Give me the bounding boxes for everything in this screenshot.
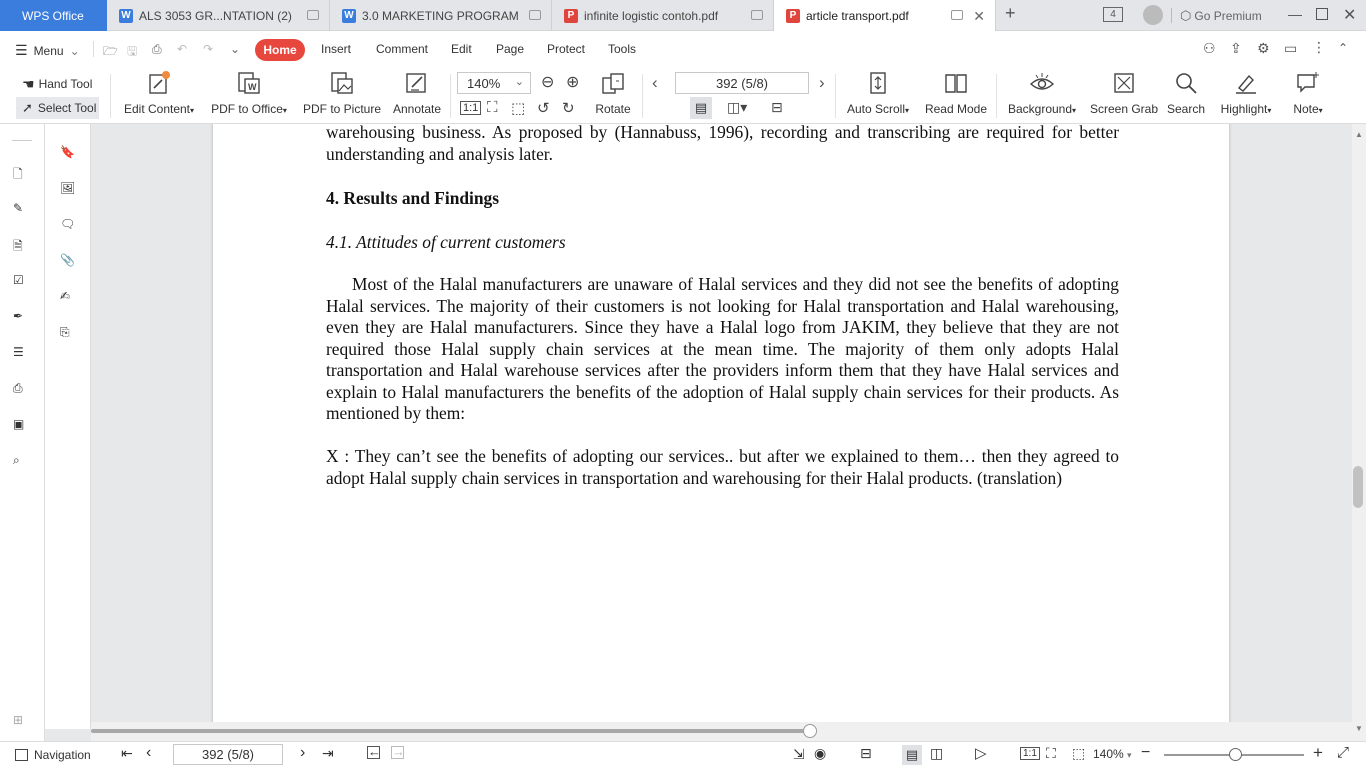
zoom-select[interactable]: 140% ⌄	[457, 72, 531, 94]
premium-icon: ⬡	[1180, 8, 1192, 23]
tab-insert[interactable]: Insert	[321, 42, 352, 56]
status-page-input[interactable]: 392 (5/8)	[173, 744, 283, 765]
print-side-icon[interactable]: ⎙	[13, 381, 23, 395]
page-number-input[interactable]: 392 (5/8)	[675, 72, 809, 94]
status-prev-page-icon[interactable]: ‹	[146, 744, 152, 761]
status-zoom-in-icon[interactable]: +	[1313, 743, 1323, 762]
paragraph-quote: X : They can’t see the benefits of adopting our services.. but after we explained to them… then they agreed to adopt Halal supply chain services in transportation and warehousing for their Halal products. (translation)	[326, 446, 1119, 488]
book-icon	[943, 68, 969, 98]
apps-grid-icon[interactable]: ⊞	[13, 713, 24, 727]
minimize-icon[interactable]: —	[1288, 6, 1302, 22]
cursor-icon: ➚	[22, 100, 33, 115]
dual-page-icon[interactable]: ◫▾	[727, 99, 748, 115]
play-icon[interactable]: ▷	[975, 745, 987, 762]
status-single-page-icon[interactable]: ▤	[902, 745, 922, 765]
status-dual-page-icon[interactable]: ◫	[930, 745, 944, 761]
chevron-down-icon: ⌄	[69, 43, 80, 58]
stamp-panel-icon[interactable]: ⎘	[60, 325, 70, 339]
horizontal-scroll-thumb[interactable]	[803, 724, 817, 738]
form-tool-icon[interactable]: ☑	[13, 273, 24, 287]
zoom-out-icon[interactable]: ⊖	[541, 74, 555, 91]
chevron-down-icon: ⌄	[514, 76, 524, 88]
doc-tab-infinite-logistic[interactable]: P infinite logistic contoh.pdf	[552, 0, 774, 31]
svg-text:W: W	[248, 82, 257, 92]
vertical-scrollbar[interactable]	[1352, 124, 1366, 741]
compress-tool-icon[interactable]: ▣	[13, 417, 25, 431]
continuous-page-icon[interactable]: ⊟	[771, 99, 783, 115]
pdf-to-picture-button[interactable]: PDF to Picture	[301, 68, 383, 124]
signature-panel-icon[interactable]: ✍	[60, 289, 71, 303]
status-fit-width-icon[interactable]: ⬚	[1072, 745, 1086, 761]
add-user-icon[interactable]: ⚇	[1203, 40, 1216, 56]
auto-scroll-icon	[865, 68, 891, 98]
status-zoom-out-icon[interactable]: −	[1141, 744, 1151, 761]
save-icon[interactable]: 🖫	[127, 44, 138, 58]
quick-access-dropdown-icon[interactable]: ⌄	[230, 42, 241, 56]
word-doc-icon: W	[342, 9, 356, 23]
undo-icon[interactable]: ↶	[177, 42, 188, 56]
pdf-to-picture-icon	[329, 68, 355, 98]
tab-monitor-icon[interactable]	[529, 10, 541, 20]
more-icon[interactable]: ⋮	[1312, 39, 1326, 55]
paragraph-main: Most of the Halal manufacturers are unaware of Halal services and they did not see the benefits of adopting Halal services. The majority of their customers is not looking for Halal transportation and Halal warehousing, even they are Halal manufacturers. Since they have a Halal logo from JAKIM, they believe that they are not required those Halal supply chain services at the mean time. The majority of them only adopts Halal transportation and Halal warehouse services after the providers inform them that they have Halal services and explain to Halal manufacturers the benefits of the adoption of Halal supply chain services for their products. As mentioned by them:	[326, 274, 1119, 423]
page-width-icon[interactable]: ⊟	[860, 745, 872, 761]
read-mode-button[interactable]: Read Mode	[923, 68, 989, 124]
attachment-icon[interactable]: 📎	[60, 253, 75, 267]
sign-tool-icon[interactable]: ✒	[13, 309, 24, 323]
share-icon[interactable]: ⇪	[1230, 40, 1242, 56]
hamburger-icon: ☰	[15, 42, 28, 58]
first-page-icon[interactable]: ⇤	[121, 745, 133, 761]
navigation-panel-icons	[45, 124, 91, 729]
highlight-button[interactable]: Highlight▾	[1214, 68, 1278, 124]
document-viewport[interactable]	[91, 124, 1352, 722]
edit-content-button[interactable]: Edit Content▾	[121, 68, 197, 124]
tab-protect[interactable]: Protect	[547, 42, 586, 56]
fit-page-icon[interactable]: ⛶	[487, 99, 498, 116]
thumbnail-icon[interactable]: 🖼	[60, 181, 76, 195]
navigation-toggle[interactable]: Navigation	[15, 748, 91, 762]
bookmark-icon[interactable]: 🔖	[60, 145, 75, 159]
edit-tool-icon[interactable]: ✎	[13, 201, 24, 215]
hand-tool-button[interactable]: ☚ Hand Tool	[22, 75, 93, 92]
collapse-ribbon-icon[interactable]: ⌃	[1338, 41, 1349, 55]
note-button[interactable]: Note▾	[1286, 68, 1330, 124]
status-zoom-select[interactable]: 140% ▾	[1093, 747, 1132, 761]
status-fit-page-icon[interactable]: ⛶	[1046, 745, 1056, 761]
highlighter-icon	[1233, 68, 1259, 98]
tab-close-icon[interactable]: ✕	[973, 8, 985, 24]
tab-home[interactable]: Home	[255, 39, 305, 61]
doc-tab-marketing[interactable]: W 3.0 MARKETING PROGRAM	[330, 0, 552, 31]
annotate-button[interactable]: Annotate	[390, 68, 444, 124]
go-premium-button[interactable]: ⬡ Go Premium	[1180, 8, 1262, 23]
main-menu-button[interactable]: ☰ Menu ⌄	[15, 42, 80, 58]
zoom-slider-thumb[interactable]	[1229, 748, 1242, 761]
status-next-page-icon[interactable]: ›	[300, 744, 306, 761]
screen-grab-icon	[1111, 68, 1137, 98]
actual-size-icon[interactable]: 1:1	[460, 101, 481, 115]
horizontal-scroll-track[interactable]	[91, 729, 809, 733]
prev-page-icon[interactable]: ‹	[652, 73, 658, 92]
screen-grab-button[interactable]: Screen Grab	[1089, 68, 1159, 124]
tab-monitor-icon[interactable]	[307, 10, 319, 20]
back-icon[interactable]: ←	[368, 744, 381, 759]
subsection-heading: 4.1. Attitudes of current customers	[326, 232, 566, 252]
auto-scroll-button[interactable]: Auto Scroll▾	[843, 68, 913, 124]
tab-page[interactable]: Page	[496, 42, 525, 56]
tab-monitor-icon[interactable]	[951, 10, 963, 20]
note-icon	[1295, 68, 1321, 98]
print-icon[interactable]: ⎙	[152, 42, 162, 56]
page-tool-icon[interactable]: 🗋	[13, 167, 23, 181]
rotate-button[interactable]: Rotate	[591, 68, 635, 124]
rotate-icon	[600, 68, 626, 98]
export-icon[interactable]: ⇲	[793, 746, 805, 762]
scroll-down-icon[interactable]: ▼	[1355, 724, 1363, 733]
pdf-page	[213, 124, 1229, 722]
next-page-icon[interactable]: ›	[819, 73, 825, 92]
hand-icon: ☚	[22, 75, 35, 92]
convert-tool-icon[interactable]: 🗎	[13, 239, 23, 253]
annotate-icon	[404, 68, 430, 98]
zoom-in-icon[interactable]: ⊕	[566, 74, 580, 91]
pdf-to-office-button[interactable]: W PDF to Office▾	[208, 68, 290, 124]
avatar[interactable]	[1143, 5, 1163, 25]
background-button[interactable]: Background▾	[1004, 68, 1080, 124]
menu-bar	[0, 31, 1366, 68]
tab-monitor-icon[interactable]	[751, 10, 763, 20]
comment-icon[interactable]: ▭	[1284, 40, 1298, 56]
open-icon[interactable]: 🗁	[103, 44, 118, 58]
outline-tool-icon[interactable]: ☰	[13, 345, 24, 359]
rotate-left-icon[interactable]: ↺	[537, 100, 550, 117]
wps-office-tab[interactable]: WPS Office	[0, 0, 107, 31]
last-page-icon[interactable]: ⇥	[322, 745, 334, 761]
status-actual-size-icon[interactable]: 1:1	[1020, 747, 1040, 760]
tab-count-icon[interactable]: 4	[1103, 7, 1123, 22]
forward-icon[interactable]: →	[392, 744, 405, 759]
ribbon-toolbar	[0, 68, 1366, 124]
comments-panel-icon[interactable]: 🗨	[60, 217, 76, 231]
title-bar	[0, 0, 1366, 31]
restore-icon[interactable]	[1316, 8, 1328, 20]
ocr-search-icon[interactable]: ⌕	[13, 453, 20, 467]
sidebar-toggle-icon	[15, 749, 28, 761]
scroll-up-icon[interactable]: ▲	[1355, 130, 1363, 139]
eye-icon	[1029, 68, 1055, 98]
tab-tools[interactable]: Tools	[608, 42, 637, 56]
edit-content-icon	[146, 68, 172, 98]
select-tool-button[interactable]: ➚ Select Tool	[16, 97, 99, 119]
doc-tab-als[interactable]: W ALS 3053 GR...NTATION (2)	[107, 0, 330, 31]
new-tab-icon[interactable]: +	[1005, 3, 1016, 23]
tab-comment[interactable]: Comment	[376, 42, 429, 56]
section-heading: 4. Results and Findings	[326, 188, 499, 208]
word-doc-icon: W	[119, 9, 133, 23]
redo-icon[interactable]: ↷	[203, 42, 214, 56]
fullscreen-icon[interactable]: ⤢	[1337, 744, 1350, 761]
status-bar	[0, 741, 1366, 768]
left-tool-bar	[0, 124, 45, 741]
pdf-doc-icon: P	[786, 9, 800, 23]
paragraph-top: warehousing business. As proposed by (Hannabuss, 1996), recording and transcribing are required for better understanding and analysis later.	[326, 124, 1119, 164]
rotate-right-icon[interactable]: ↻	[562, 100, 575, 117]
window-close-icon[interactable]: ✕	[1343, 7, 1357, 24]
pdf-doc-icon: P	[564, 9, 578, 23]
search-icon	[1173, 68, 1199, 98]
doc-tab-article-transport[interactable]: P article transport.pdf ✕	[774, 0, 996, 31]
search-button[interactable]: Search	[1164, 68, 1208, 124]
fit-width-icon[interactable]: ⬚	[511, 100, 526, 117]
settings-icon[interactable]: ⚙	[1257, 40, 1270, 56]
single-page-icon[interactable]: ▤	[690, 97, 712, 119]
tab-edit[interactable]: Edit	[451, 42, 472, 56]
vertical-scroll-thumb[interactable]	[1353, 466, 1363, 508]
pdf-to-office-icon	[236, 68, 262, 98]
eye-protection-icon[interactable]: ◉	[814, 745, 827, 761]
